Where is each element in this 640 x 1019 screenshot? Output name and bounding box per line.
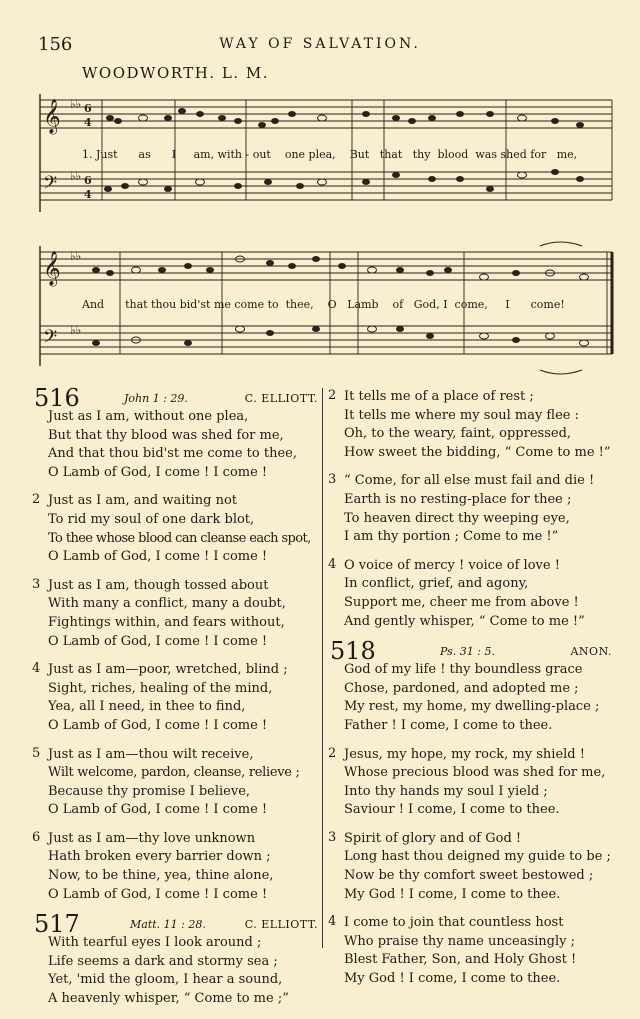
verse-line: Just as I am, without one plea, xyxy=(48,409,249,424)
verse-line: Wilt welcome, pardon, cleanse, relieve ; xyxy=(48,765,300,781)
lyric-line-1 xyxy=(82,148,577,161)
verse-line: It tells me of a place of rest ; xyxy=(344,389,534,404)
verse-line: O Lamb of God, I come ! I come ! xyxy=(48,464,268,480)
stanza-number: 2 xyxy=(328,745,337,761)
verse-line: Hath broken every barrier down ; xyxy=(48,849,271,865)
verse-line: And gently whisper, “ Come to me !” xyxy=(344,613,585,629)
stanza-number: 3 xyxy=(328,829,337,845)
svg-text:𝄞: 𝄞 xyxy=(43,251,61,286)
svg-text:♭♭: ♭♭ xyxy=(70,249,82,263)
verse-line: And that thou bid'st me come to thee, xyxy=(48,446,297,462)
verse-line: In conflict, grief, and agony, xyxy=(344,576,529,592)
stanza xyxy=(34,577,320,651)
lyric-line-2 xyxy=(82,298,565,311)
verse-line: Because thy promise I believe, xyxy=(48,783,251,799)
verse-line: Earth is no resting-place for thee ; xyxy=(344,491,572,507)
stanza xyxy=(34,408,320,482)
verse-line: O Lamb of God, I come ! I come ! xyxy=(48,802,268,818)
verse-line: Sight, riches, healing of the mind, xyxy=(48,680,273,696)
lyric-word: And xyxy=(82,298,105,311)
stanza-number: 4 xyxy=(328,556,337,572)
svg-text:♭♭: ♭♭ xyxy=(70,97,82,111)
verse-line: I come to join that countless host xyxy=(344,915,564,931)
music-notation-1 xyxy=(0,0,640,230)
verse-line: Just as I am—thy love unknown xyxy=(48,830,256,846)
stanza-number: 3 xyxy=(32,576,41,592)
stanza-number: 5 xyxy=(32,745,41,761)
verse-line: Oh, to the weary, faint, oppressed, xyxy=(344,426,572,442)
verse-line: Long hast thou deigned my guide to be ; xyxy=(344,849,611,865)
hymn-number: 516 xyxy=(34,384,80,412)
stanza xyxy=(34,746,320,820)
lyric-word: that thou bid'st me come to xyxy=(125,298,279,311)
lyric-word: one plea, xyxy=(284,148,336,161)
verse-line: With tearful eyes I look around ; xyxy=(48,935,262,951)
verse-line: I am thy portion ; Come to me !” xyxy=(344,529,559,545)
scripture-reference: John 1 : 29. xyxy=(124,392,188,405)
stanza xyxy=(34,830,320,904)
lyric-word: am, with - out xyxy=(193,148,271,161)
verse-line: O Lamb of God, I come ! I come ! xyxy=(48,633,268,649)
lyric-word: of xyxy=(392,298,404,311)
scripture-reference: Ps. 31 : 5. xyxy=(440,645,495,659)
music-system-1 xyxy=(0,0,640,230)
verse-line: Now be thy comfort sweet bestowed ; xyxy=(344,868,594,884)
running-head: WAY OF SALVATION. xyxy=(219,36,421,52)
stanza xyxy=(330,746,626,820)
verse-line: It tells me where my soul may flee : xyxy=(344,407,580,423)
verse-line: Saviour ! I come, I come to thee. xyxy=(344,802,560,818)
verse-line: My God ! I come, I come to thee. xyxy=(344,886,561,902)
verse-line: To rid my soul of one dark blot, xyxy=(48,511,255,527)
lyric-word: But xyxy=(349,148,370,161)
verse-line: A heavenly whisper, “ Come to me ;” xyxy=(48,991,289,1007)
verse-line: O Lamb of God, I come ! I come ! xyxy=(48,717,268,733)
stanza xyxy=(34,934,320,1008)
stanza xyxy=(330,914,626,988)
music-system-2 xyxy=(0,230,640,380)
svg-text:♭♭: ♭♭ xyxy=(70,169,82,183)
verse-line: Father ! I come, I come to thee. xyxy=(344,717,553,733)
stanza xyxy=(330,830,626,904)
svg-text:𝄢: 𝄢 xyxy=(43,173,58,198)
lyric-word: O xyxy=(327,298,337,311)
lyric-word: as xyxy=(138,148,151,161)
verse-line: Just as I am, though tossed about xyxy=(48,577,269,593)
lyric-word: God, I xyxy=(413,298,448,311)
svg-text:♭♭: ♭♭ xyxy=(70,323,82,337)
hymn-author: ANON. xyxy=(570,645,612,659)
stanza xyxy=(34,492,320,566)
stanza-number: 4 xyxy=(32,661,41,677)
lyric-word: me, xyxy=(556,148,578,161)
verse-line: O Lamb of God, I come ! I come ! xyxy=(48,549,268,565)
verse-line: “ Come, for all else must fail and die ! xyxy=(344,473,595,489)
verse-line: God of my life ! thy boundless grace xyxy=(344,662,583,678)
hymn-number: 517 xyxy=(34,910,80,939)
verse-line: Jesus, my hope, my rock, my shield ! xyxy=(344,746,585,762)
verse-line: Yet, 'mid the gloom, I hear a sound, xyxy=(48,972,283,988)
stanza xyxy=(34,661,320,735)
svg-text:6: 6 xyxy=(84,174,92,187)
left-column xyxy=(32,384,320,1019)
verse-line: My rest, my home, my dwelling-place ; xyxy=(344,699,600,715)
page-number: 156 xyxy=(38,34,73,55)
hymn-author: C. ELLIOTT. xyxy=(244,392,318,405)
verse-line: How sweet the bidding, “ Come to me !” xyxy=(344,444,611,460)
verse-line: Yea, all I need, in thee to find, xyxy=(48,699,246,715)
lyric-word: was shed for xyxy=(475,148,547,161)
verse-line: Chose, pardoned, and adopted me ; xyxy=(344,680,579,696)
verse-line: Life seems a dark and stormy sea ; xyxy=(48,953,278,969)
lyric-word: thy xyxy=(412,148,431,161)
verse-line: Into thy hands my soul I yield ; xyxy=(344,783,548,799)
verse-line: With many a conflict, many a doubt, xyxy=(48,596,286,612)
lyric-word: come, xyxy=(454,298,488,311)
hymn-number: 518 xyxy=(330,637,376,666)
lyric-word: Lamb xyxy=(347,298,379,311)
verse-line: Fightings within, and fears without, xyxy=(48,614,285,630)
verse-line: O voice of mercy ! voice of love ! xyxy=(344,557,560,573)
stanza-number: 4 xyxy=(328,914,337,930)
verse-line: But that thy blood was shed for me, xyxy=(48,427,284,443)
lyric-word: I xyxy=(171,148,177,161)
verse-line: To thee whose blood can cleanse each spot, xyxy=(48,530,311,546)
tune-name: WOODWORTH. L. M. xyxy=(82,64,270,82)
verse-line: Whose precious blood was shed for me, xyxy=(344,765,606,781)
svg-text:𝄢: 𝄢 xyxy=(43,327,58,352)
lyric-word: come! xyxy=(530,298,565,311)
verse-line: Just as I am, and waiting not xyxy=(48,493,238,509)
verse-line: My God ! I come, I come to thee. xyxy=(344,971,561,987)
lyric-word: 1. Just xyxy=(82,148,118,161)
column-divider xyxy=(322,388,323,948)
stanza xyxy=(330,557,626,631)
verse-line: Spirit of glory and of God ! xyxy=(344,830,522,846)
svg-text:𝄞: 𝄞 xyxy=(43,99,61,134)
stanza-number: 2 xyxy=(32,492,41,508)
svg-text:4: 4 xyxy=(84,116,92,129)
hymn-author: C. ELLIOTT. xyxy=(244,918,318,932)
lyric-word: thee, xyxy=(285,298,314,311)
stanza-number: 6 xyxy=(32,829,41,845)
verse-line: Now, to be thine, yea, thine alone, xyxy=(48,868,274,884)
svg-text:6: 6 xyxy=(84,102,92,115)
verse-line: Just as I am—poor, wretched, blind ; xyxy=(48,662,288,678)
verse-line: Just as I am—thou wilt receive, xyxy=(48,746,254,762)
lyric-word: that xyxy=(379,148,403,161)
verse-line: To heaven direct thy weeping eye, xyxy=(344,510,570,526)
stanza xyxy=(330,472,626,546)
svg-text:4: 4 xyxy=(84,188,92,201)
stanza-number: 3 xyxy=(328,472,337,488)
lyric-word: blood xyxy=(437,148,469,161)
scripture-reference: Matt. 11 : 28. xyxy=(130,918,206,932)
lyric-word: I xyxy=(505,298,510,311)
verse-line: Who praise thy name unceasingly ; xyxy=(344,933,575,949)
verse-line: O Lamb of God, I come ! I come ! xyxy=(48,886,268,902)
right-column xyxy=(330,388,626,999)
stanza xyxy=(330,661,626,735)
verse-line: Support me, cheer me from above ! xyxy=(344,594,579,610)
verse-line: Blest Father, Son, and Holy Ghost ! xyxy=(344,952,577,968)
stanza-number: 2 xyxy=(328,388,337,403)
stanza xyxy=(330,388,626,462)
